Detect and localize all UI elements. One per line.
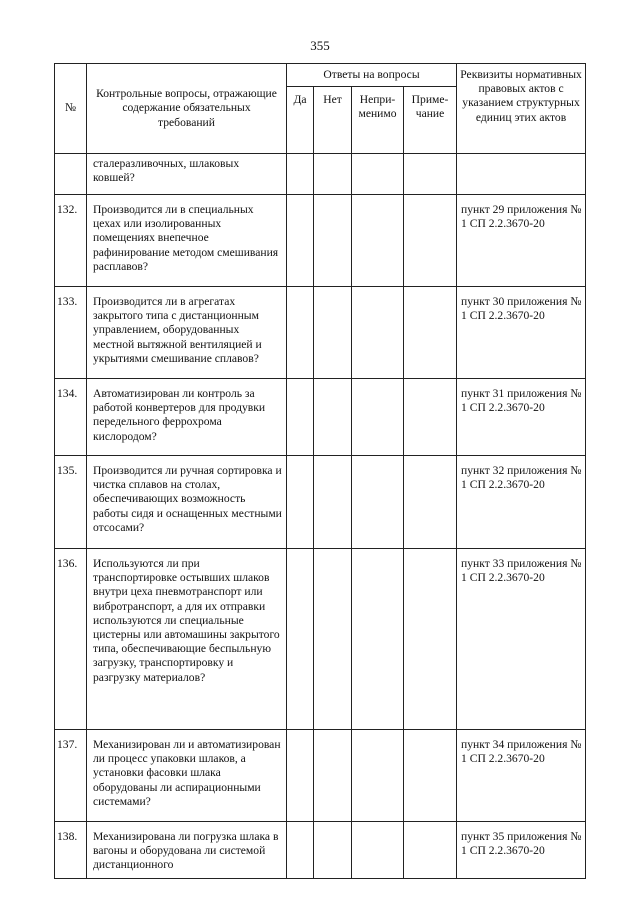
cell-question: сталеразливочных, шлаковых ковшей? xyxy=(87,154,287,195)
cell-yes[interactable] xyxy=(287,287,314,379)
cell-yes[interactable] xyxy=(287,195,314,287)
cell-yes[interactable] xyxy=(287,730,314,822)
checklist-table xyxy=(54,63,586,879)
header-yes: Да xyxy=(287,87,314,154)
cell-no[interactable] xyxy=(314,379,352,456)
cell-not-applicable[interactable] xyxy=(352,287,404,379)
cell-reference: пункт 31 приложения № 1 СП 2.2.3670-20 xyxy=(457,379,586,456)
table-row xyxy=(55,195,586,287)
cell-note[interactable] xyxy=(404,549,457,730)
table-row xyxy=(55,549,586,730)
cell-question: Производится ли ручная сортировка и чистка сплавов на столах, обеспечивающих возможность работы сидя и оснащенных местными отсосами? xyxy=(87,456,287,549)
cell-no[interactable] xyxy=(314,195,352,287)
cell-yes[interactable] xyxy=(287,822,314,879)
header-answers: Ответы на вопросы xyxy=(287,64,457,87)
cell-question: Механизирован ли и автоматизирован ли процесс упаковки шлаков, а установки фасовки шлака оборудованы ли аспирационными системами? xyxy=(87,730,287,822)
cell-question: Механизирована ли погрузка шлака в вагоны и оборудована ли системой дистанционного xyxy=(87,822,287,879)
table-row xyxy=(55,822,586,879)
cell-note[interactable] xyxy=(404,730,457,822)
header-note: Приме-чание xyxy=(404,87,457,154)
cell-not-applicable[interactable] xyxy=(352,195,404,287)
cell-no[interactable] xyxy=(314,456,352,549)
cell-not-applicable[interactable] xyxy=(352,822,404,879)
table-row xyxy=(55,456,586,549)
cell-note[interactable] xyxy=(404,379,457,456)
cell-not-applicable[interactable] xyxy=(352,730,404,822)
cell-note[interactable] xyxy=(404,154,457,195)
cell-number: 133. xyxy=(55,287,87,379)
cell-question: Используются ли при транспортировке остывших шлаков внутри цеха пневмотранспорт или вибротранспорт, а для их отправки используются ли специальные цистерны или автомашины закрытого типа, обеспечивающие беспыльную загрузку, транспортировку и разгрузку материалов? xyxy=(87,549,287,730)
cell-reference: пункт 34 приложения № 1 СП 2.2.3670-20 xyxy=(457,730,586,822)
cell-question: Производится ли в агрегатах закрытого типа с дистанционным управлением, оборудованных местной вытяжной вентиляцией и укрытиями смешивание сплавов? xyxy=(87,287,287,379)
cell-not-applicable[interactable] xyxy=(352,549,404,730)
cell-note[interactable] xyxy=(404,195,457,287)
cell-reference: пункт 29 приложения № 1 СП 2.2.3670-20 xyxy=(457,195,586,287)
cell-reference xyxy=(457,154,586,195)
cell-yes[interactable] xyxy=(287,154,314,195)
cell-no[interactable] xyxy=(314,154,352,195)
header-number: № xyxy=(55,64,87,154)
cell-no[interactable] xyxy=(314,822,352,879)
cell-note[interactable] xyxy=(404,287,457,379)
cell-not-applicable[interactable] xyxy=(352,379,404,456)
cell-no[interactable] xyxy=(314,549,352,730)
cell-number: 134. xyxy=(55,379,87,456)
cell-question: Производится ли в специальных цехах или изолированных помещениях внепечное рафинирование методом смешивания расплавов? xyxy=(87,195,287,287)
cell-yes[interactable] xyxy=(287,456,314,549)
cell-yes[interactable] xyxy=(287,549,314,730)
cell-no[interactable] xyxy=(314,730,352,822)
cell-number: 135. xyxy=(55,456,87,549)
cell-number: 136. xyxy=(55,549,87,730)
header-no: Нет xyxy=(314,87,352,154)
cell-number: 137. xyxy=(55,730,87,822)
cell-number xyxy=(55,154,87,195)
cell-reference: пункт 33 приложения № 1 СП 2.2.3670-20 xyxy=(457,549,586,730)
cell-number: 138. xyxy=(55,822,87,879)
cell-not-applicable[interactable] xyxy=(352,154,404,195)
cell-reference: пункт 35 приложения № 1 СП 2.2.3670-20 xyxy=(457,822,586,879)
cell-yes[interactable] xyxy=(287,379,314,456)
table-row xyxy=(55,379,586,456)
cell-reference: пункт 32 приложения № 1 СП 2.2.3670-20 xyxy=(457,456,586,549)
cell-note[interactable] xyxy=(404,822,457,879)
cell-note[interactable] xyxy=(404,456,457,549)
header-question: Контрольные вопросы, отражающие содержание обязательных требований xyxy=(87,64,287,154)
table-row xyxy=(55,287,586,379)
header-not-applicable: Непри-менимо xyxy=(352,87,404,154)
page-number: 355 xyxy=(310,38,330,53)
cell-number: 132. xyxy=(55,195,87,287)
cell-question: Автоматизирован ли контроль за работой конвертеров для продувки передельного феррохрома кислородом? xyxy=(87,379,287,456)
cell-reference: пункт 30 приложения № 1 СП 2.2.3670-20 xyxy=(457,287,586,379)
table-row xyxy=(55,730,586,822)
table-row-continuation xyxy=(55,154,586,195)
cell-not-applicable[interactable] xyxy=(352,456,404,549)
header-reference: Реквизиты нормативных правовых актов с указанием структурных единиц этих актов xyxy=(457,64,586,154)
cell-no[interactable] xyxy=(314,287,352,379)
